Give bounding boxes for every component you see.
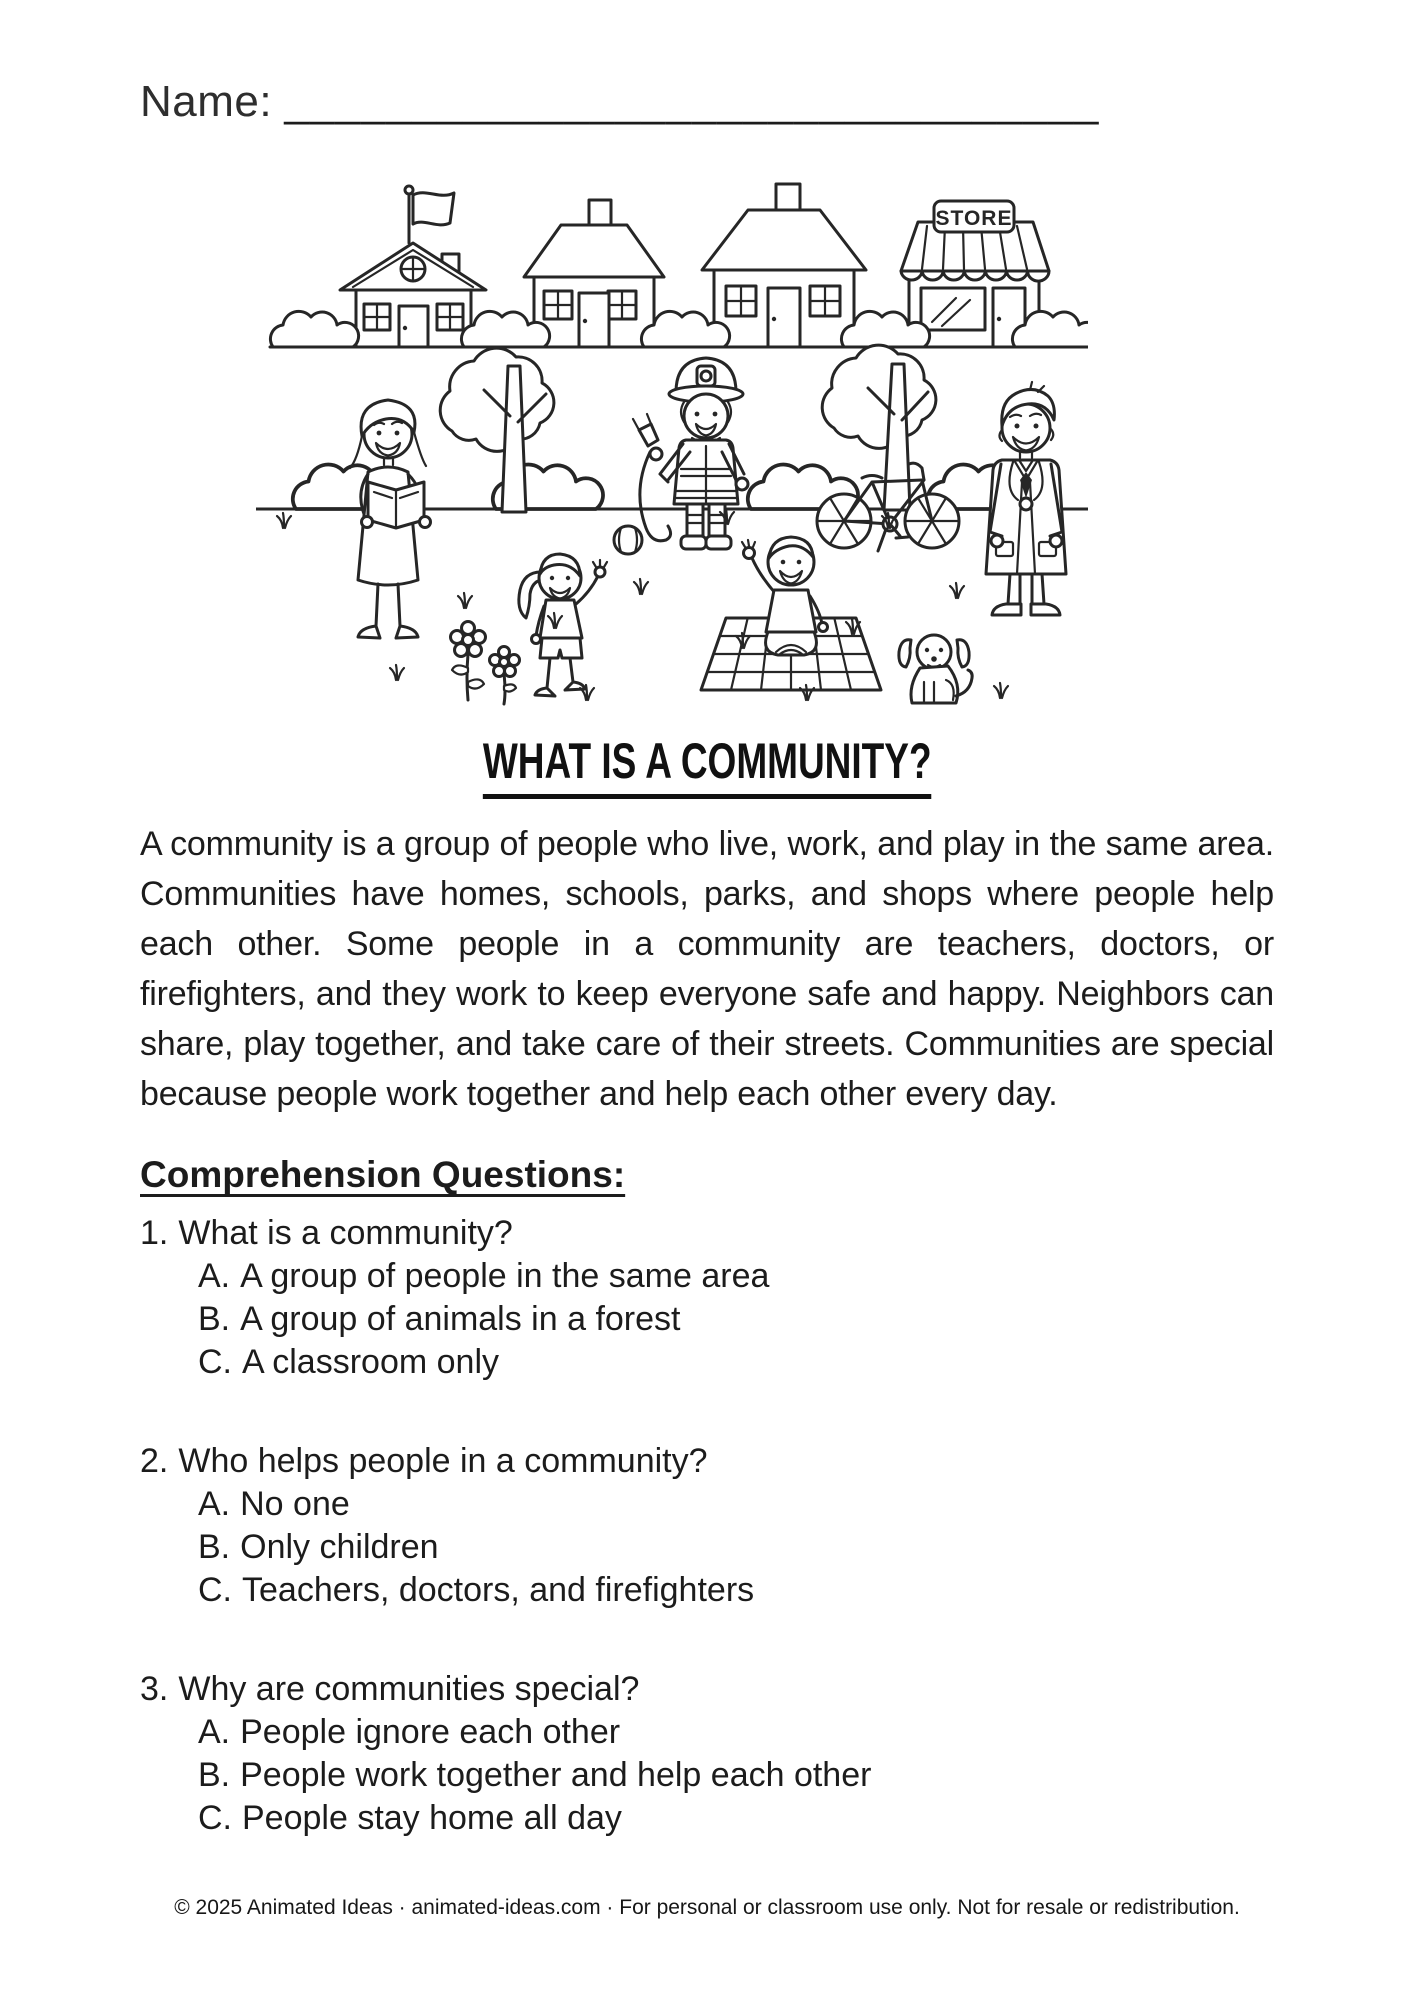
dog-figure (899, 635, 972, 703)
reading-passage: A community is a group of people who live, work, and play in the same area. Communities have homes, schools, parks, and shops where people help each other. Some people in a community are teachers, doctors, or firefighters, and they work to keep everyone safe and happy. Neighbors can share, play together, and take care of their streets. Communities are special because people work together and help each other every day. (140, 825, 1274, 1114)
flowers (451, 622, 520, 705)
question-1-option-b: B. A group of animals in a forest (198, 1299, 681, 1338)
girl-shirt (540, 600, 582, 638)
school-flag (413, 193, 454, 225)
question-2-option-a: A. No one (198, 1484, 350, 1523)
name-write-line: ________________________________ (284, 77, 1100, 126)
question-2-number: 2. (140, 1441, 169, 1480)
question-2 (140, 1440, 1414, 1612)
question-2-option-c: C. Teachers, doctors, and firefighters (198, 1570, 755, 1609)
schoolhouse (340, 186, 486, 347)
girl-shorts (540, 638, 582, 658)
question-3-option-c: C. People stay home all day (198, 1798, 622, 1837)
title-row (0, 734, 1414, 799)
page-title: WHAT IS A COMMUNITY? (483, 734, 932, 799)
doctor-figure (986, 382, 1066, 615)
store-window (921, 288, 985, 330)
teacher-figure (350, 400, 431, 638)
question-3-number: 3. (140, 1669, 169, 1708)
house-large (702, 184, 866, 347)
firefighter-figure (633, 358, 748, 549)
question-3-text: 3. Why are communities special? (140, 1669, 640, 1708)
name-label: Name: (140, 77, 273, 126)
store-sign-text: STORE (935, 207, 1013, 231)
question-3 (140, 1668, 1414, 1840)
community-scene-drawing (256, 138, 1088, 710)
question-1 (140, 1212, 1414, 1384)
question-1-number: 1. (140, 1213, 169, 1252)
name-row (0, 0, 1414, 126)
ball (614, 526, 642, 554)
girl-figure (519, 554, 607, 696)
question-2-text: 2. Who helps people in a community? (140, 1441, 708, 1480)
question-3-option-a: A. People ignore each other (198, 1712, 621, 1751)
question-1-option-a: A. A group of people in the same area (198, 1256, 770, 1295)
questions-section (140, 1153, 1414, 1839)
questions-heading: Comprehension Questions: (140, 1154, 626, 1196)
question-2-option-b: B. Only children (198, 1527, 439, 1566)
question-1-option-c: C. A classroom only (198, 1342, 499, 1381)
question-3-option-b: B. People work together and help each other (198, 1755, 872, 1794)
footer-copyright: © 2025 Animated Ideas · animated-ideas.com · For personal or classroom use only. Not for resale or redistribution. (174, 1896, 1240, 1919)
question-1-text: 1. What is a community? (140, 1213, 513, 1252)
community-illustration (256, 138, 1088, 710)
boy-shirt (766, 590, 816, 632)
